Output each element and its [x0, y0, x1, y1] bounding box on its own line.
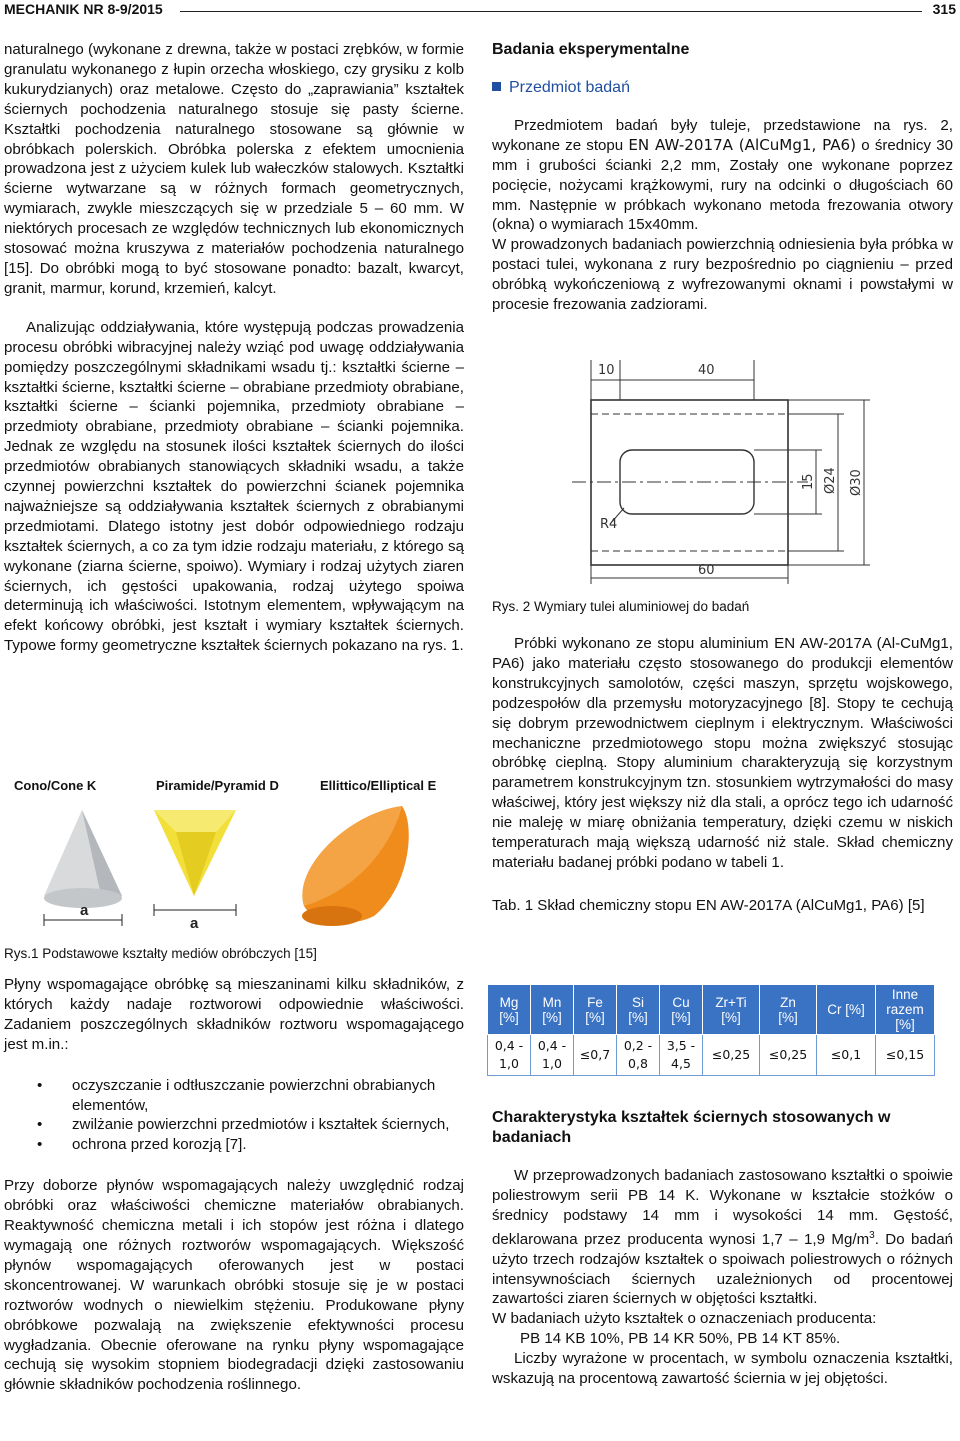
paragraph: W badaniach użyto kształtek o oznaczeniach producenta: [492, 1310, 877, 1328]
paragraph [492, 1166, 953, 1309]
table-cell: 0,4 - 1,0 [531, 1035, 574, 1076]
dim-d30: Ø30 [849, 469, 864, 496]
table-caption: Tab. 1 Skład chemiczny stopu EN AW-2017A (AlCuMg1, PA6) [5] [492, 896, 925, 914]
svg-text:a: a [190, 915, 199, 932]
table-header-row [488, 985, 935, 1035]
right-column-bottom [492, 1108, 953, 1389]
table-cell: 3,5 - 4,5 [660, 1035, 703, 1076]
paragraph: W prowadzonych badaniach powierzchnią odniesienia była próbka w postaci tulei, wykonana z rury bezpośrednio po ciągnieniu – przed obróbką wykończeniową z wyfrezowanymi oknami i powstałymi w procesie frezowania zadziorami. [492, 236, 953, 314]
text-run: Przedmiotem badań były tuleje, przedstawione na rys. 2, wykonane ze stopu [492, 116, 953, 154]
table-header-cell: Si [%] [617, 985, 660, 1035]
elliptical-shape [302, 806, 409, 926]
table-cell: 0,2 - 0,8 [617, 1035, 660, 1076]
square-bullet-icon [492, 82, 501, 91]
paragraph: Analizując oddziaływania, które występują podczas prowadzenia procesu obróbki wibracyjnej należy wziąć pod uwagę oddziaływania pomiędzy poszczególnymi składnikami wsadu tj.: kształtki ścierne – kształtki ścierne, kształtki ścierne – obrabiane przedmioty obrabiane, kształtki ścierne – ścianki pojemnika, przedmioty obrabiane – przedmioty obrabiane, przedmioty obrabiane – ścianki pojemnika. Jednak ze względu na stosunek ilości kształtek ściernych do ilości przedmiotów obrabianych stanowiących składniki wsadu, a także czynnej powierzchni kształtek do powierzchni ścianek pojemnika najważniejsze są oddziaływania kształtek ściernych z obrabianymi przedmiotami. Dlatego istotny jest dobór odpowiedniego rodzaju kształtek ściernych, a co za tym idzie rodzaju materiału, z którego są wykonane (ziarna ścierne, spoiwo). Wymiary i rodzaj użytych ziaren ściernych, ich gęstości upakowania, rodzaj użytego spoiwa determinują ich właściwości. Istotnym elementem, wpływającym na efekt końcowy obróbki, jest kształt i wymiary kształtek ściernych. Typowe formy geometryczne kształtek ściernych pokazano na rys. 1. [4, 318, 464, 655]
figure-2-sleeve-drawing [492, 352, 953, 592]
alloy-name: EN AW-2017A (AlCuMg1, PA6) [628, 135, 857, 154]
dim-r4: R4 [600, 517, 618, 532]
bullet-list [4, 1076, 464, 1156]
paragraph: Próbki wykonano ze stopu aluminium EN AW-2017A (Al-CuMg1, PA6) jako materiału często stosowanego do produkcji elementów konstrukcyjnych samolotów, części maszyn, sprzętu wojskowego, podzespołów dla przemysłu motoryzacyjnego [8]. Stopy te cechują się dobrym przewodnictwem cieplnym i elektrycznym. Właściwości mechaniczne przedmiotowego stopu można zwiększyć stosując obróbkę cieplną. Stopy aluminium charakteryzują się korzystnym parametrem konstrukcyjnym tzn. stosunkiem wytrzymałości do masy właściwej, który jest większy niż dla stali, a oprócz tego ich udarność nie maleję w miarę obniżania temperatury, dzięki czemu w niskich temperaturach mają większą udarność niż stale. Skład chemiczny materiału badanej próbki podano w tabeli 1. [492, 635, 953, 871]
dim-40: 40 [698, 363, 715, 378]
text-run: W przeprowadzonych badaniach zastosowano kształtki o spoiwie poliestrowym serii PB 14 K. Wykonane w kształcie stożków o średnicy podstawy 14 mm i wysokości 14 mm. Gęstość, deklarowana przez producenta wynosi 1,7 – 1,9 Mg/m [492, 1167, 953, 1248]
table-header-cell: Cr [%] [817, 985, 876, 1035]
svg-text:a: a [80, 902, 89, 919]
superscript: 3 [869, 1229, 875, 1241]
table-header-cell: Mn [%] [531, 985, 574, 1035]
subsection-title-text: Przedmiot badań [509, 79, 630, 96]
right-column-lower [492, 598, 953, 916]
section-title: Badania eksperymentalne [492, 41, 690, 58]
table-cell: ≤0,25 [703, 1035, 760, 1076]
cone-label: Cono/Cone K [14, 778, 97, 793]
table-cell: 0,4 - 1,0 [488, 1035, 531, 1076]
table-cell: ≤0,1 [817, 1035, 876, 1076]
dim-10: 10 [598, 363, 615, 378]
text-run: o średnicy 30 mm i grubości ścianki 2,2 mm, Zostały one wykonane poprzez pocięcie, nożycami krążkowymi, rury na odcinki o długościach 60 mm. Następnie w próbkach wykonano metoda frezowania otwory (okna) o wymiarach 15x40mm. [492, 136, 953, 234]
paragraph: PB 14 KB 10%, PB 14 KR 50%, PB 14 KT 85%. [520, 1330, 841, 1348]
text-run: . Do badań użyto trzech rodzajów kształtek o spoiwach poliestrowych o różnych intensywnościach ściernych uzależnionych od procentowej zawartości ziaren ściernych w objętości kształtki. [492, 1230, 953, 1308]
sleeve-technical-drawing [492, 352, 953, 592]
section-heading: Charakterystyka kształtek ściernych stosowanych w badaniach [492, 1109, 891, 1146]
pyramid-label: Piramide/Pyramid D [156, 778, 279, 793]
dim-d24: Ø24 [823, 467, 838, 494]
left-column [4, 40, 464, 656]
pyramid-shape [154, 810, 236, 932]
media-shapes-illustration [4, 768, 464, 938]
figure-1-caption: Rys.1 Podstawowe kształty mediów obróbczych [15] [4, 946, 317, 961]
elliptical-label: Ellittico/Elliptical E [320, 778, 437, 793]
dim-60: 60 [698, 563, 715, 578]
list-item: • ochrona przed korozją [7]. [4, 1135, 464, 1155]
table-header-cell: Zr+Ti [%] [703, 985, 760, 1035]
table-header-cell: Inne razem [%] [876, 985, 935, 1035]
right-column [492, 40, 953, 315]
journal-title: MECHANIK NR 8-9/2015 [4, 1, 163, 17]
paragraph: naturalnego (wykonane z drewna, także w postaci zrębków, w formie granulatu wykonanego z łupin orzecha włoskiego, czy grysiku z kolb kukurydzianych) oraz metalowe. Często do „zaprawiania” kształtek ściernych pochodzenia naturalnego stosuje się pasty ścierne. Kształtki pochodzenia naturalnego stosowane są głównie w obróbkach polerskich. Obróbka polerska z efektem umocnienia prowadzona jest z użyciem kulek lub wałeczków stalowych. Kształtki ścierne wytwarzane są w różnych formach geometrycznych, wymiarach, zwykle mieszczących się w przedziale 5 – 60 mm. W niektórych procesach ze względów technicznych lub ekonomicznych stosować można kruszywa z materiałów pochodzenia naturalnego [15]. Do obróbki mogą to być stosowane ponadto: bazalt, kwarcyt, granit, marmur, korund, krzemień, kalcyt. [4, 41, 464, 297]
list-item: • oczyszczanie i odtłuszczanie powierzchni obrabianych elementów, [4, 1076, 464, 1116]
page-number: 315 [932, 1, 956, 17]
left-column-lower [4, 945, 464, 1395]
table-header-cell: Zn [%] [760, 985, 817, 1035]
paragraph: Przy doborze płynów wspomagających należy uwzględnić rodzaj obróbki oraz właściwości chemiczne materiałów obrabianych. Reaktywność chemiczna metali i ich stopów jest różna i dlatego wymagają one różnych roztworów wspomagających. Większość płynów wspomagających oferowanych jest w postaci skoncentrowanej. W warunkach obróbki stosuje się je w postaci roztworów wodnych o niewielkim stężeniu. Produkowane płyny obróbkowe pozwalają na zwiększenie efektywności procesu wygładzania. Obecnie oferowane na rynku płyny wspomagające cechują się wysokim stopniem biodegradacji dzięki zastosowaniu głównie składników pochodzenia roślinnego. [4, 1177, 464, 1394]
table-cell: ≤0,25 [760, 1035, 817, 1076]
figure-2-caption: Rys. 2 Wymiary tulei aluminiowej do badań [492, 599, 750, 614]
page-header [4, 0, 956, 20]
table-header-cell: Fe [%] [574, 985, 617, 1035]
list-item: • zwilżanie powierzchni przedmiotów i kształtek ściernych, [4, 1115, 464, 1135]
paragraph: Liczby wyrażone w procentach, w symbolu oznaczenia kształtki, wskazują na procentową zawartość ściernia w jej objętości. [492, 1350, 953, 1388]
cone-shape [44, 810, 122, 926]
paragraph [492, 116, 953, 235]
paragraph: Płyny wspomagające obróbkę są mieszaninami kilku składników, z których każdy nadaje roztworowi odpowiednie właściwości. Zadaniem poszczególnych składników roztworu wspomagającego jest m.in.: [4, 976, 464, 1053]
table-header-cell: Mg [%] [488, 985, 531, 1035]
figure-1-media-shapes [4, 768, 464, 938]
subsection-title [492, 78, 953, 98]
dim-15: 15 [801, 473, 816, 490]
header-rule [180, 11, 922, 12]
table-cell: ≤0,15 [876, 1035, 935, 1076]
table-1-chemical-composition [487, 984, 935, 1076]
table-row [488, 1035, 935, 1076]
table-cell: ≤0,7 [574, 1035, 617, 1076]
table-header-cell: Cu [%] [660, 985, 703, 1035]
